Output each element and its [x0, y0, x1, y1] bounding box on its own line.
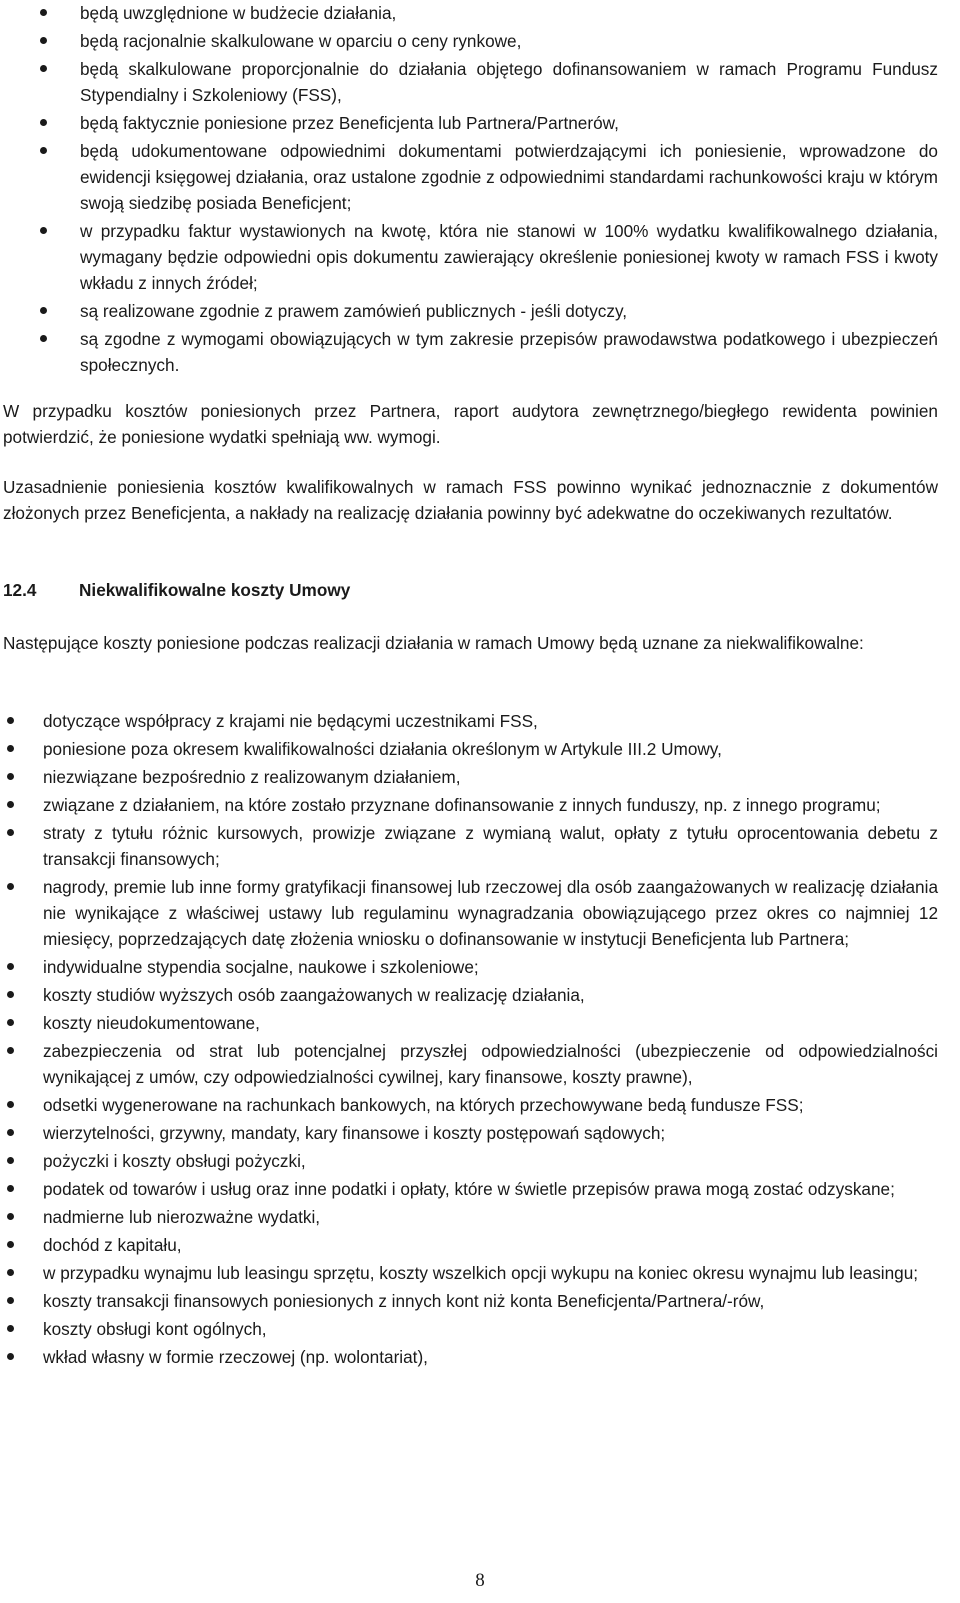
list-item: będą uwzględnione w budżecie działania,	[0, 0, 960, 26]
list-item: dotyczące współpracy z krajami nie będącymi uczestnikami FSS,	[0, 708, 960, 734]
list-item: nadmierne lub nierozważne wydatki,	[0, 1204, 960, 1230]
list-item: indywidualne stypendia socjalne, naukowe i szkoleniowe;	[0, 954, 960, 980]
list-item: będą udokumentowane odpowiednimi dokumentami potwierdzającymi ich poniesienie, wprowadzone do ewidencji księgowej działania, oraz ustalone zgodnie z odpowiednimi standardami rachunkowości kraju w którym swoją siedzibę posiada Beneficjent;	[0, 138, 960, 216]
list-item: wkład własny w formie rzeczowej (np. wolontariat),	[0, 1344, 960, 1370]
list-item: podatek od towarów i usług oraz inne podatki i opłaty, które w świetle przepisów prawa mogą zostać odzyskane;	[0, 1176, 960, 1202]
list-item: będą skalkulowane proporcjonalnie do działania objętego dofinansowaniem w ramach Programu Fundusz Stypendialny i Szkoleniowy (FSS),	[0, 56, 960, 108]
list-item: odsetki wygenerowane na rachunkach bankowych, na których przechowywane bedą fundusze FSS;	[0, 1092, 960, 1118]
list-item: poniesione poza okresem kwalifikowalności działania określonym w Artykule III.2 Umowy,	[0, 736, 960, 762]
list-item: koszty obsługi kont ogólnych,	[0, 1316, 960, 1342]
ineligible-costs-list	[0, 708, 960, 1372]
list-item: dochód z kapitału,	[0, 1232, 960, 1258]
section-number: 12.4	[3, 580, 37, 600]
partner-costs-paragraph: W przypadku kosztów poniesionych przez Partnera, raport audytora zewnętrznego/biegłego rewidenta powinien potwierdzić, że poniesione wydatki spełniają ww. wymogi.	[3, 401, 938, 447]
list-item: nagrody, premie lub inne formy gratyfikacji finansowej lub rzeczowej dla osób zaangażowanych w realizację działania nie wynikające z właściwej ustawy lub regulaminu wynagradzania obowiązującego przez okres co najmniej 12 miesięcy, poprzedzających datę złożenia wniosku o dofinansowanie w instytucji Beneficjenta lub Partnera;	[0, 874, 960, 952]
list-item: związane z działaniem, na które zostało przyznane dofinansowanie z innych funduszy, np. z innego programu;	[0, 792, 960, 818]
list-item: będą racjonalnie skalkulowane w oparciu o ceny rynkowe,	[0, 28, 960, 54]
list-item: są zgodne z wymogami obowiązujących w tym zakresie przepisów prawodawstwa podatkowego i ubezpieczeń społecznych.	[0, 326, 960, 378]
list-item: wierzytelności, grzywny, mandaty, kary finansowe i koszty postępowań sądowych;	[0, 1120, 960, 1146]
list-item: będą faktycznie poniesione przez Beneficjenta lub Partnera/Partnerów,	[0, 110, 960, 136]
list-item: w przypadku faktur wystawionych na kwotę, która nie stanowi w 100% wydatku kwalifikowalnego działania, wymagany będzie odpowiedni opis dokumentu zawierający określenie poniesionej kwoty w ramach FSS i kwoty wkładu z innych źródeł;	[0, 218, 960, 296]
ineligible-intro-paragraph: Następujące koszty poniesione podczas realizacji działania w ramach Umowy będą uznane za niekwalifikowalne:	[3, 633, 864, 653]
list-item: niezwiązane bezpośrednio z realizowanym działaniem,	[0, 764, 960, 790]
list-item: koszty studiów wyższych osób zaangażowanych w realizację działania,	[0, 982, 960, 1008]
list-item: są realizowane zgodnie z prawem zamówień publicznych - jeśli dotyczy,	[0, 298, 960, 324]
list-item: koszty transakcji finansowych poniesionych z innych kont niż konta Beneficjenta/Partnera/-rów,	[0, 1288, 960, 1314]
list-item: w przypadku wynajmu lub leasingu sprzętu, koszty wszelkich opcji wykupu na koniec okresu wynajmu lub leasingu;	[0, 1260, 960, 1286]
eligibility-criteria-list	[0, 0, 960, 380]
list-item: pożyczki i koszty obsługi pożyczki,	[0, 1148, 960, 1174]
list-item: zabezpieczenia od strat lub potencjalnej przyszłej odpowiedzialności (ubezpieczenie od odpowiedzialności wynikającej z umów, czy odpowiedzialności cywilnej, kary finansowe, koszty prawne),	[0, 1038, 960, 1090]
section-title: Niekwalifikowalne koszty Umowy	[79, 580, 351, 600]
page-number: 8	[475, 1570, 485, 1591]
justification-paragraph: Uzasadnienie poniesienia kosztów kwalifikowalnych w ramach FSS powinno wynikać jednoznacznie z dokumentów złożonych przez Beneficjenta, a nakłady na realizację działania powinny być adekwatne do oczekiwanych rezultatów.	[3, 477, 938, 523]
list-item: koszty nieudokumentowane,	[0, 1010, 960, 1036]
list-item: straty z tytułu różnic kursowych, prowizje związane z wymianą walut, opłaty z tytułu oprocentowania debetu z transakcji finansowych;	[0, 820, 960, 872]
section-heading	[3, 577, 350, 603]
